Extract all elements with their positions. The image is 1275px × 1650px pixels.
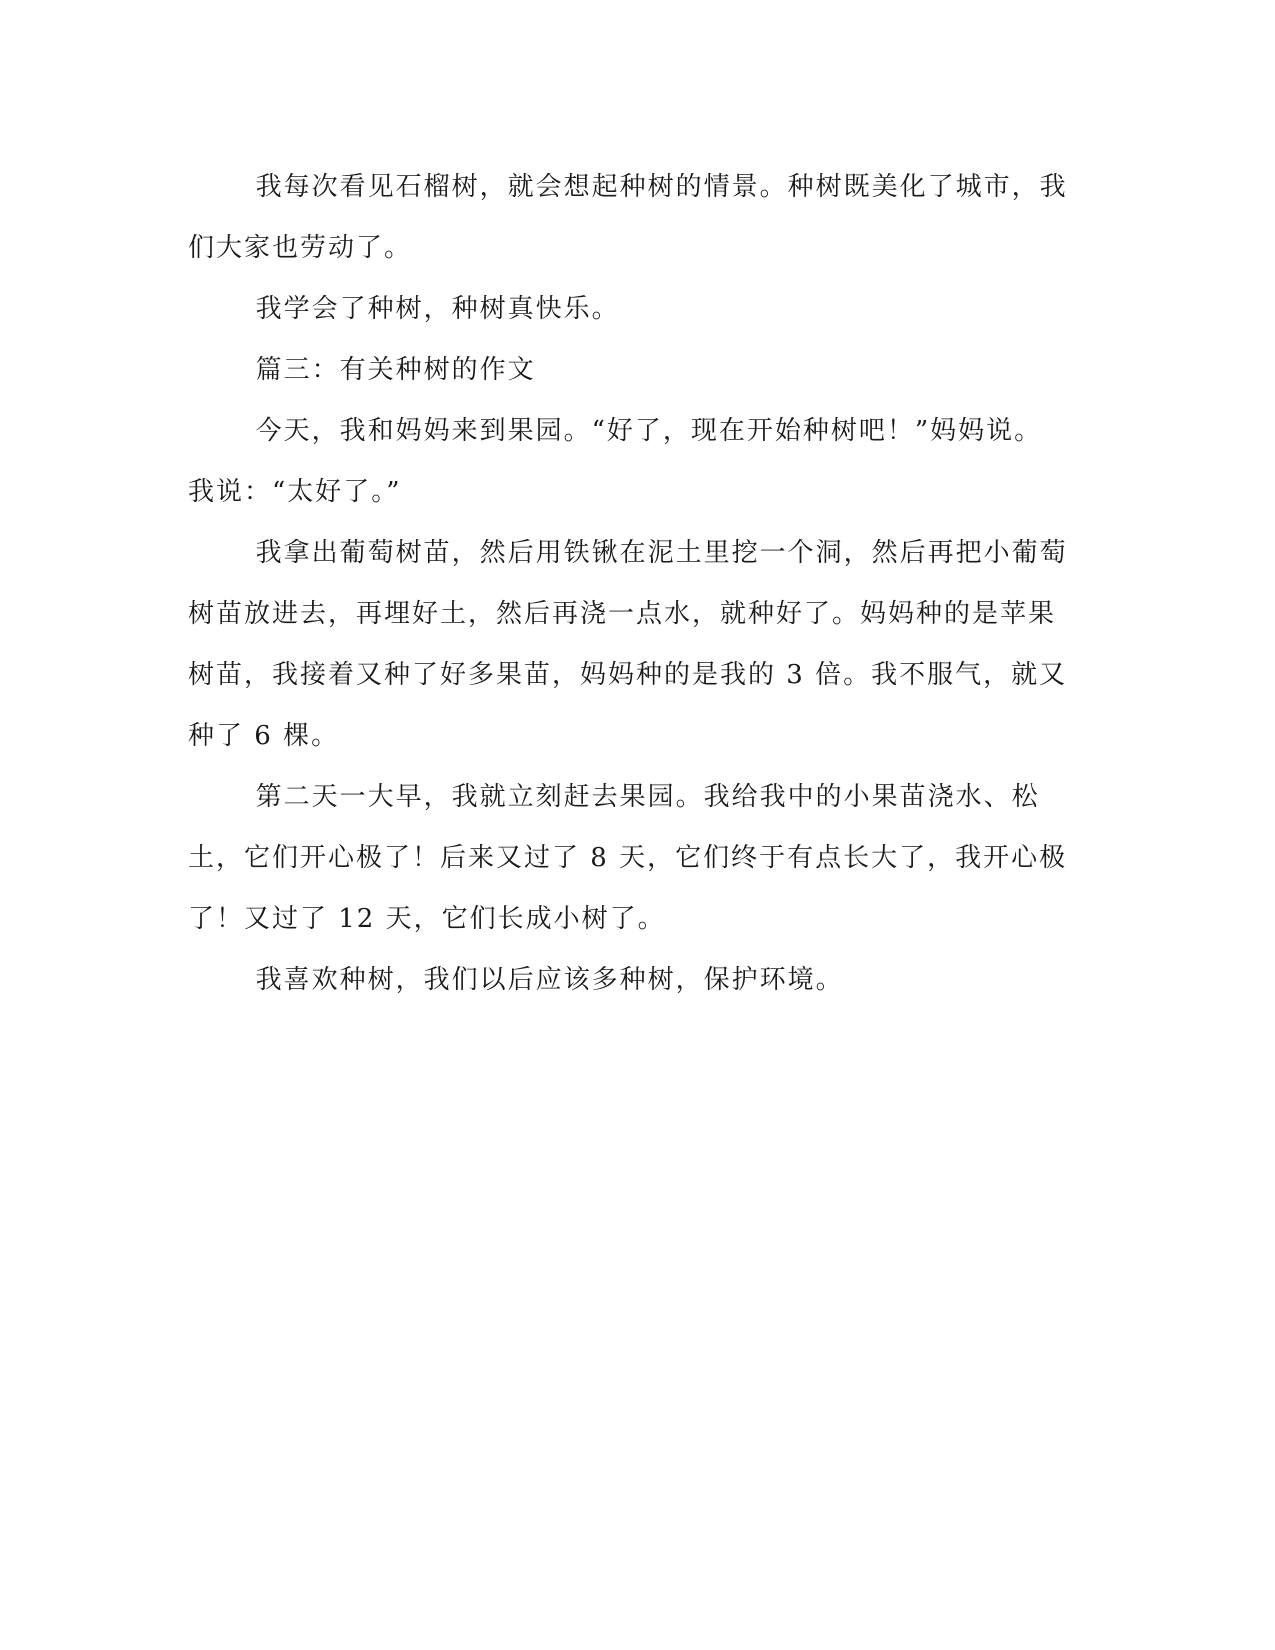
paragraph-4: 我拿出葡萄树苗，然后用铁锹在泥土里挖一个洞，然后再把小葡萄树苗放进去，再埋好土，然后再浇一点水，就种好了。妈妈种的是苹果树苗，我接着又种了好多果苗，妈妈种的是我的 3 倍。我不服气，就又种了 6 棵。 xyxy=(188,538,1068,751)
section-heading: 篇三：有关种树的作文 xyxy=(255,355,536,385)
paragraph-3: 今天，我和妈妈来到果园。“好了，现在开始种树吧！”妈妈说。我说：“太好了。” xyxy=(188,416,1043,507)
paragraph-6: 我喜欢种树，我们以后应该多种树，保护环境。 xyxy=(255,965,844,995)
paragraph-5: 第二天一大早，我就立刻赶去果园。我给我中的小果苗浇水、松土，它们开心极了！后来又过了 8 天，它们终于有点长大了，我开心极了！又过了 12 天，它们长成小树了。 xyxy=(188,782,1068,934)
paragraph-2: 我学会了种树，种树真快乐。 xyxy=(255,294,620,324)
paragraph-1: 我每次看见石榴树，就会想起种树的情景。种树既美化了城市，我们大家也劳动了。 xyxy=(188,172,1068,263)
document-body xyxy=(188,157,1068,1011)
